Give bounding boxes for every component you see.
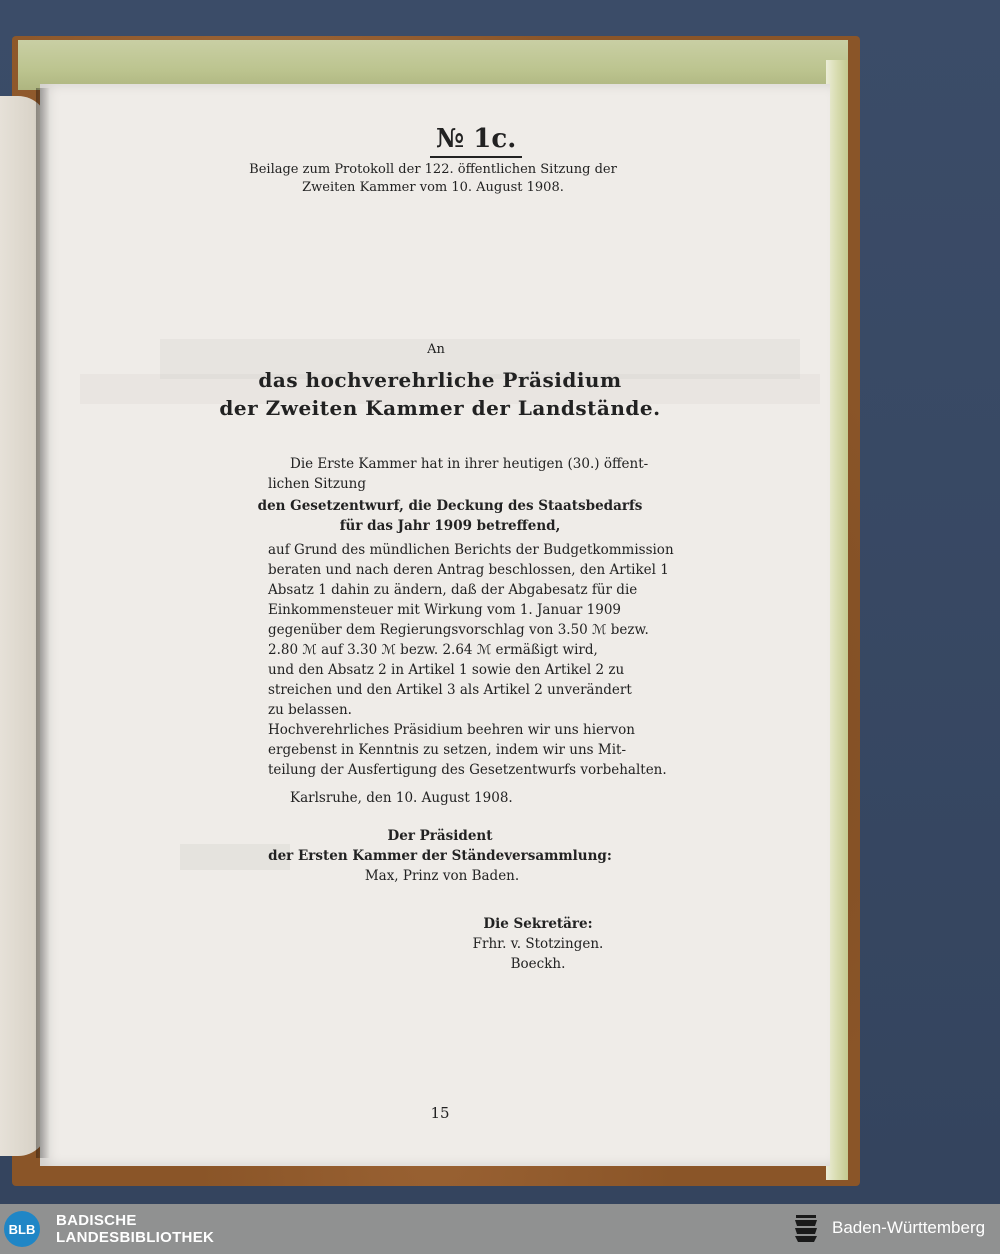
body-line: teilung der Ausfertigung des Gesetzentwurfs vorbehalten. [268,762,667,778]
blb-name[interactable] [56,1212,214,1246]
body-line: Die Erste Kammer hat in ihrer heutigen (30.) öffent- [290,456,649,472]
body-line: lichen Sitzung [268,476,367,492]
place-date: Karlsruhe, den 10. August 1908. [290,790,513,806]
president-name: Max, Prinz von Baden. [364,868,520,884]
blb-logo-text: BLB [8,1221,36,1237]
secretary-2: Boeckh. [510,956,566,972]
addressee-line-2: der Zweiten Kammer der Landstände. [219,396,661,420]
secretary-1: Frhr. v. Stotzingen. [472,936,604,952]
body-line: Hochverehrliches Präsidium beehren wir uns hiervon [268,722,635,738]
body-line: auf Grund des mündlichen Berichts der Budgetkommission [268,542,674,558]
body-line: zu belassen. [268,702,352,718]
body-line: 2.80 ℳ auf 3.30 ℳ bezw. 2.64 ℳ ermäßigt wird, [268,642,598,658]
baden-wuerttemberg-lions-icon[interactable] [792,1213,820,1245]
body-line: gegenüber dem Regierungsvorschlag von 3.50 ℳ bezw. [268,622,649,638]
body-line: beraten und nach deren Antrag beschlossen, den Artikel 1 [268,562,669,578]
addressee-an: An [427,342,445,357]
document-number: № 1c. [430,124,522,158]
body-line: streichen und den Artikel 3 als Artikel 2 unverändert [268,682,632,698]
body-line: und den Absatz 2 in Artikel 1 sowie den Artikel 2 zu [268,662,625,678]
addressee-line-1: das hochverehrliche Präsidium [258,368,622,392]
gutter-shadow [36,88,50,1158]
body-line-subject: den Gesetzentwurf, die Deckung des Staatsbedarfs [257,498,643,514]
blb-logo-icon[interactable] [4,1211,40,1247]
body-line: Absatz 1 dahin zu ändern, daß der Abgabesatz für die [268,582,638,598]
page-edge-top [18,40,848,90]
document-page [40,84,830,1166]
baden-wuerttemberg-name[interactable]: Baden-Württemberg [832,1218,986,1237]
page-number: 15 [430,1104,450,1122]
president-title-1: Der Präsident [387,828,493,844]
president-title-2: der Ersten Kammer der Ständeversammlung: [268,848,612,864]
body-line: Einkommensteuer mit Wirkung vom 1. Januar 1909 [268,602,621,618]
secretaries-title: Die Sekretäre: [483,916,593,932]
blb-name-line-1: BADISCHE [56,1212,137,1229]
body-line-subject: für das Jahr 1909 betreffend, [339,518,561,534]
subtitle-line-2: Zweiten Kammer vom 10. August 1908. [302,180,564,195]
subtitle-line-1: Beilage zum Protokoll der 122. öffentlichen Sitzung der [249,162,617,177]
footer-bar [0,1204,1000,1254]
blb-name-line-2: LANDESBIBLIOTHEK [56,1229,215,1246]
body-line: ergebenst in Kenntnis zu setzen, indem wir uns Mit- [268,742,627,758]
